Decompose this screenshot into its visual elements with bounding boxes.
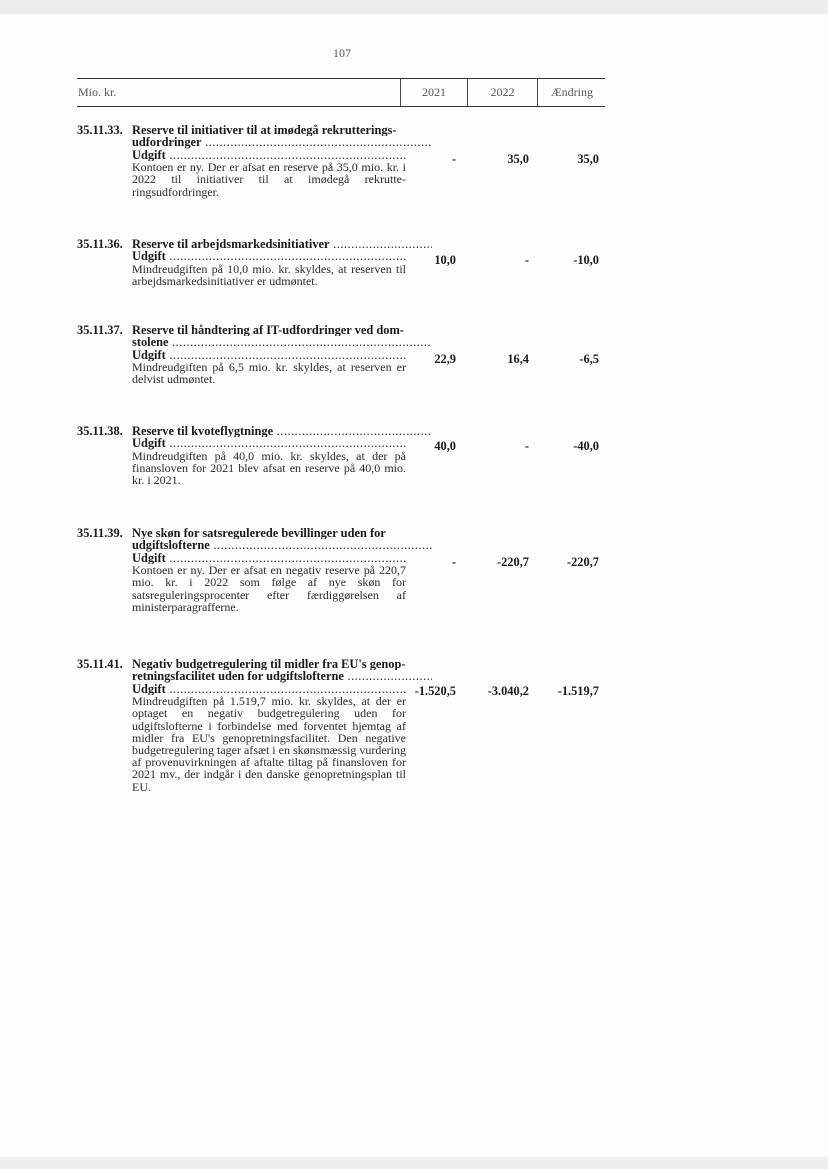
entry-title-line: udfordringer ..... [132, 136, 432, 148]
udgift-label: Udgift ..... [132, 250, 406, 262]
entry-title-line: Reserve til initiativer til at imødegå rekrutterings- [132, 124, 397, 137]
entry-description: Mindreudgiften på 10,0 mio. kr. skyldes, at reserven til arbejdsmarkedsinitiativer er udmøntet. [132, 261, 406, 289]
unit-label: Mio. kr. [78, 85, 117, 99]
value-change: -1.519,7 [557, 684, 599, 698]
udgift-label: Udgift ..... [132, 552, 406, 564]
column-change: Ændring [537, 79, 606, 106]
account-code: 35.11.36. [77, 237, 123, 251]
scan-edge-top [0, 0, 828, 14]
value-2021: -1.520,5 [414, 684, 456, 698]
page-number: 107 [333, 46, 351, 60]
udgift-label: Udgift ..... [132, 683, 406, 695]
value-change: -220,7 [566, 555, 599, 569]
value-change: -10,0 [573, 253, 599, 267]
value-2022: - [524, 439, 529, 453]
entry-title-line: Reserve til kvoteflygtninge ..... [132, 425, 432, 437]
entry-description: Mindreudgiften på 6,5 mio. kr. skyldes, at reserven er delvist udmøntet. [132, 360, 406, 387]
value-2022: -220,7 [496, 555, 529, 569]
udgift-label: Udgift ..... [132, 149, 406, 161]
entry-description: Kontoen er ny. Der er afsat en negativ reserve på 220,7 mio. kr. i 2022 som følge af nye skøn for satsreguleringsprocenter efter færdiggørelsen af ministerparagrafferne. [132, 563, 406, 614]
udgift-label: Udgift ..... [132, 349, 406, 361]
entry-title-line: Nye skøn for satsregulerede bevillinger uden for [132, 527, 386, 540]
account-code: 35.11.41. [77, 657, 123, 671]
entry-title-line: udgiftslofterne ..... [132, 539, 432, 551]
entry-title-line: Negativ budgetregulering til midler fra EU's genop- [132, 658, 406, 671]
value-change: -6,5 [579, 352, 599, 366]
value-change: 35,0 [577, 152, 599, 166]
account-code: 35.11.37. [77, 323, 123, 337]
value-2022: 16,4 [507, 352, 529, 366]
value-2022: - [524, 253, 529, 267]
account-code: 35.11.38. [77, 424, 123, 438]
entry-title-line: Reserve til arbejdsmarkedsinitiativer ..... [132, 238, 432, 250]
entry-description: Mindreudgiften på 40,0 mio. kr. skyldes, at der på finansloven for 2021 blev afsat en reserve på 40,0 mio. kr. i 2021. [132, 448, 406, 488]
value-change: -40,0 [573, 439, 599, 453]
column-2022: 2022 [467, 79, 537, 106]
account-code: 35.11.33. [77, 123, 123, 137]
column-2021: 2021 [400, 79, 467, 106]
entry-title-line: Reserve til håndtering af IT-udfordringer ved dom- [132, 324, 404, 337]
value-2022: -3.040,2 [487, 684, 529, 698]
udgift-label: Udgift ..... [132, 437, 406, 449]
value-2021: 22,9 [434, 352, 456, 366]
scan-edge-bottom [0, 1157, 828, 1169]
account-code: 35.11.39. [77, 526, 123, 540]
value-2021: 40,0 [434, 439, 456, 453]
value-2022: 35,0 [507, 152, 529, 166]
value-2021: - [451, 555, 456, 569]
value-2021: - [451, 152, 456, 166]
entry-description: Mindreudgiften på 1.519,7 mio. kr. skyldes, at der er optaget en negativ budgetregulering uden for udgiftslofterne i forbindelse med forventet hjemtag af midler fra EU's genopretningsfacilitet. Den negative budgetregulering tager afsæt i en skønsmæssig vurdering af provenuvirkningen af aftalte tiltag på finansloven for 2021 mv., der indgår i den danske genopretningsplan til EU. [132, 694, 406, 794]
entry-title-line: stolene ..... [132, 336, 432, 348]
entry-title-line: retningsfacilitet uden for udgiftslofterne ..... [132, 670, 432, 682]
value-2021: 10,0 [434, 253, 456, 267]
entry-description: Kontoen er ny. Der er afsat en reserve på 35,0 mio. kr. i 2022 til initiativer til at imødegå rekrutteringsudfordringer. [132, 160, 406, 199]
table-header [77, 78, 605, 107]
